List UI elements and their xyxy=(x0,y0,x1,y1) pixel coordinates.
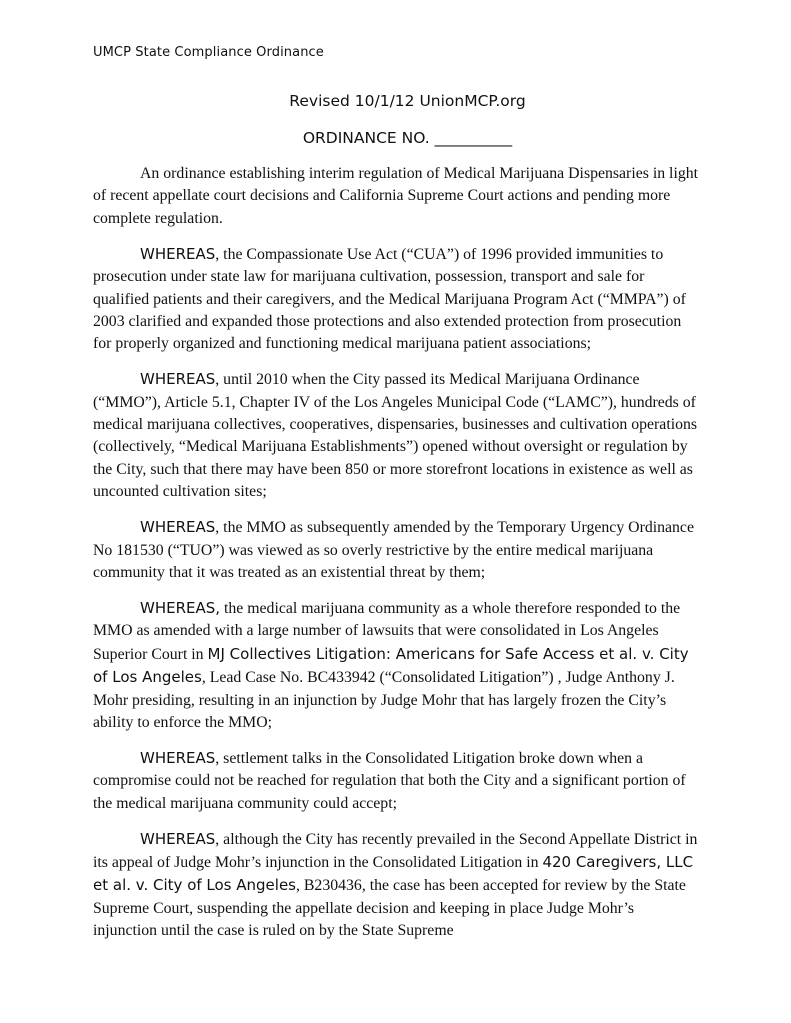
whereas-label: WHEREAS xyxy=(140,370,216,389)
whereas-clause-appeal xyxy=(93,828,699,943)
whereas-label: WHEREAS xyxy=(140,244,216,263)
paragraph-text: , the MMO as subsequently amended by the Temporary Urgency Ordinance No 181530 (“TUO”) was viewed as so overly restrictive by the entire medical marijuana community that it was treated as an existential threat by them; xyxy=(93,519,694,581)
paragraph-text: the medical marijuana community as a whole therefore responded to the MMO as amended with a large number of lawsuits that were consolidated in Los Angeles Superior Court in xyxy=(93,599,681,663)
ordinance-body xyxy=(93,163,699,955)
whereas-label: WHEREAS xyxy=(140,829,216,848)
paragraph-text: , although the City has recently prevailed in the Second Appellate District in its appeal of Judge Mohr’s injunction in the Consolidated Litigation in xyxy=(93,830,698,871)
paragraph-text: , until 2010 when the City passed its Medical Marijuana Ordinance (“MMO”), Article 5.1, Chapter IV of the Los Angeles Municipal Code (“LAMC”), hundreds of medical marijuana collectives, cooperatives, dispensaries, businesses and cultivation operations (collectively, “Medical Marijuana Establishments”) opened without oversight or regulation by the City, such that there may have been 850 or more storefront locations in existence as well as uncounted cultivation sites; xyxy=(93,371,698,501)
paragraph-text: , the Compassionate Use Act (“CUA”) of 1996 provided immunities to prosecution under state law for marijuana cultivation, possession, transport and sale for qualified patients and their caregivers, and the Medical Marijuana Program Act (“MMPA”) of 2003 clarified and expanded those protections and also extended protection from prosecution for properly organized and functioning medical marijuana patient associations; xyxy=(93,245,686,353)
whereas-clause-tuo xyxy=(93,516,699,584)
paragraph-text: , settlement talks in the Consolidated Litigation broke down when a compromise could not be reached for regulation that both the City and a significant portion of the medical marijuana community could accept; xyxy=(93,749,686,812)
paragraph-text: , Lead Case No. BC433942 (“Consolidated Litigation”) , Judge Anthony J. Mohr presiding, resulting in an injunction by Judge Mohr that has largely frozen the City’s ability to enforce the MMO; xyxy=(93,669,675,731)
whereas-clause-cua xyxy=(93,243,699,356)
revised-line: Revised 10/1/12 UnionMCP.org xyxy=(289,92,526,110)
case-name: MJ Collectives Litigation: Americans for Safe Access et al. v. City of Los Angeles xyxy=(93,644,689,687)
case-name: 420 Caregivers, LLC et al. v. City of Los Angeles xyxy=(93,852,694,895)
whereas-clause-settlement xyxy=(93,747,699,815)
whereas-clause-mmo xyxy=(93,368,699,503)
whereas-label: WHEREAS xyxy=(140,748,216,767)
preamble-paragraph xyxy=(93,163,699,230)
whereas-label: WHEREAS, xyxy=(140,598,221,617)
ordinance-number: ORDINANCE NO. __________ xyxy=(302,129,513,147)
paragraph-text: , B230436, the case has been accepted for review by the State Supreme Court, suspending the appellate decision and keeping in place Judge Mohr’s injunction until the case is ruled on by the State Supreme xyxy=(93,877,686,940)
paragraph-text: An ordinance establishing interim regulation of Medical Marijuana Dispensaries in light of recent appellate court decisions and California Supreme Court actions and pending more complete regulation. xyxy=(93,165,699,227)
running-header: UMCP State Compliance Ordinance xyxy=(93,45,324,60)
whereas-label: WHEREAS xyxy=(140,518,216,537)
whereas-clause-litigation xyxy=(93,597,699,734)
